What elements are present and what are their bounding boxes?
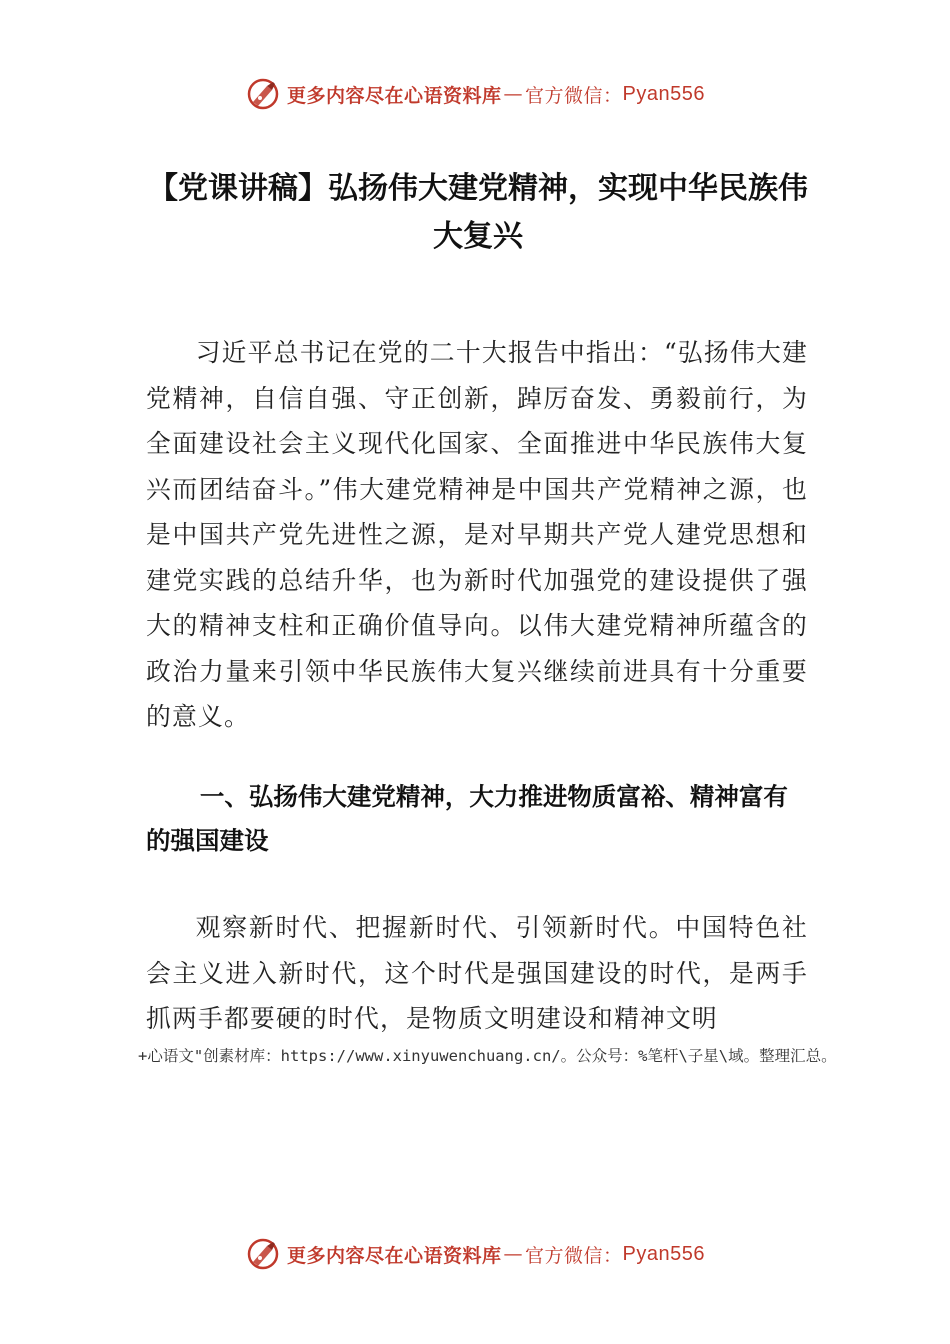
header-banner xyxy=(0,74,950,114)
banner-separator: — xyxy=(503,1243,524,1265)
banner-separator: — xyxy=(503,83,524,105)
source-footnote: +心语文"创素材库：https://www.xinyuwenchuang.cn/。公众号：%笔杆\子星\域。整理汇总。 xyxy=(138,1047,837,1065)
body-paragraph-2: 观察新时代、把握新时代、引领新时代。中国特色社会主义进入新时代，这个时代是强国建设的时代，是两手抓两手都要硬的时代，是物质文明建设和精神文明 xyxy=(146,913,808,1033)
body-paragraph-1: 习近平总书记在党的二十大报告中指出：“弘扬伟大建党精神，自信自强、守正创新，踔厉奋发、勇毅前行，为全面建设社会主义现代化国家、全面推进中华民族伟大复兴而团结奋斗。”伟大建党精神是中国共产党精神之源，也是中国共产党先进性之源，是对早期共产党人建党思想和建党实践的总结升华，也为新时代加强党的建设提供了强大的精神支柱和正确价值导向。以伟大建党精神所蕴含的政治力量来引领中华民族伟大复兴继续前进具有十分重要的意义。 xyxy=(146,338,808,731)
banner-wechat-id: Pyan556 xyxy=(622,1242,705,1265)
banner-wechat-label: 官方微信： xyxy=(525,1244,623,1267)
section-heading-1: 一、弘扬伟大建党精神，大力推进物质富裕、精神富有的强国建设 xyxy=(146,782,788,855)
footer-banner xyxy=(0,1234,950,1274)
banner-wechat-label: 官方微信： xyxy=(525,84,623,107)
pen-nib-logo-icon xyxy=(245,1236,281,1272)
banner-wechat-id: Pyan556 xyxy=(622,82,705,105)
banner-brand-text: 更多内容尽在心语资料库 xyxy=(287,84,502,107)
document-title: 【党课讲稿】弘扬伟大建党精神，实现中华民族伟大复兴 xyxy=(148,171,808,254)
banner-brand-text: 更多内容尽在心语资料库 xyxy=(287,1244,502,1267)
pen-nib-logo-icon xyxy=(245,76,281,112)
